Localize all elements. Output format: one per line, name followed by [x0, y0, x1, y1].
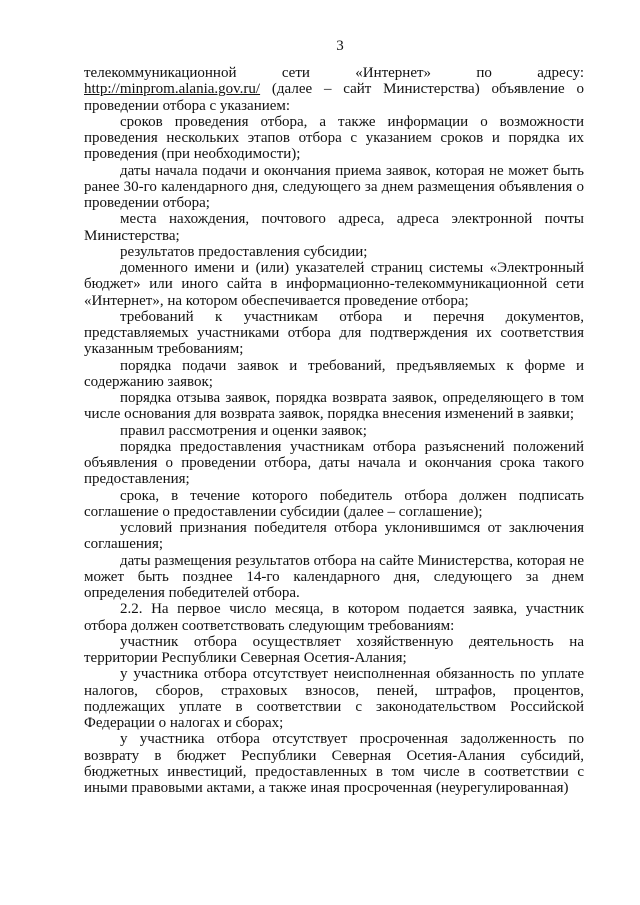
paragraph-10: порядка предоставления участникам отбора разъяснений положений объявления о проведении отбора, даты начала и окончания срока такого предоставления; [84, 438, 584, 488]
paragraph-13: даты размещения результатов отбора на сайте Министерства, которая не может быть позднее 14-го календарного дня, следующего за днем определения победителей отбора. [84, 552, 584, 601]
paragraph-12: условий признания победителя отбора уклонившимся от заключения соглашения; [84, 520, 584, 553]
paragraph-3: места нахождения, почтового адреса, адреса электронной почты Министерства; [84, 211, 584, 244]
paragraph-17: у участника отбора отсутствует просроченная задолженность по возврату в бюджет Республики Северная Осетия-Алания субсидий, бюджетных инвестиций, предоставленных в том числе в соответствии с иными правовыми актами, а также иная просроченная (неурегулированная) [84, 731, 584, 796]
paragraph-9: правил рассмотрения и оценки заявок; [120, 422, 367, 439]
paragraph-1: сроков проведения отбора, а также информации о возможности проведения нескольких этапов отбора с указанием сроков и порядка их проведения (при необходимости); [84, 113, 584, 163]
intro-text-end: (далее – сайт Министерства) объявление о проведении отбора с указанием: [84, 81, 584, 114]
paragraph-5: доменного имени и (или) указателей страниц системы «Электронный бюджет» или иного сайта в информационно-телекоммуникационной сети «Интернет», на котором обеспечивается проведение отбора; [84, 260, 584, 309]
paragraph-7: порядка подачи заявок и требований, предъявляемых к форме и содержанию заявок; [84, 357, 584, 390]
paragraph-16: у участника отбора отсутствует неисполненная обязанность по уплате налогов, сборов, страховых взносов, пеней, штрафов, процентов, подлежащих уплате в соответствии с законодательством Российской Федерации о налогах и сборах; [84, 666, 584, 731]
intro-text-start: телекоммуникационной сети «Интернет» по адресу: [84, 65, 584, 81]
paragraph-8: порядка отзыва заявок, порядка возврата заявок, определяющего в том числе основания для возврата заявок, порядка внесения изменений в заявки; [84, 390, 584, 423]
paragraph-11: срока, в течение которого победитель отбора должен подписать соглашение о предоставлении субсидии (далее – соглашение); [84, 487, 584, 520]
ministry-website-link[interactable]: http://minprom.alania.gov.ru/ [84, 81, 261, 98]
paragraph-intro [84, 65, 584, 114]
page-number: 3 [336, 38, 344, 54]
document-body [84, 65, 584, 796]
paragraph-4: результатов предоставления субсидии; [120, 243, 368, 260]
paragraph-15: участник отбора осуществляет хозяйственную деятельность на территории Республики Северная Осетия-Алания; [84, 633, 584, 666]
paragraph-14: 2.2. На первое число месяца, в котором подается заявка, участник отбора должен соответствовать следующим требованиям: [84, 601, 584, 634]
paragraph-2: даты начала подачи и окончания приема заявок, которая не может быть ранее 30-го календарного дня, следующего за днем размещения объявления о проведении отбора; [84, 162, 584, 211]
paragraph-6: требований к участникам отбора и перечня документов, представляемых участниками отбора для подтверждения их соответствия указанным требованиям; [84, 308, 584, 358]
